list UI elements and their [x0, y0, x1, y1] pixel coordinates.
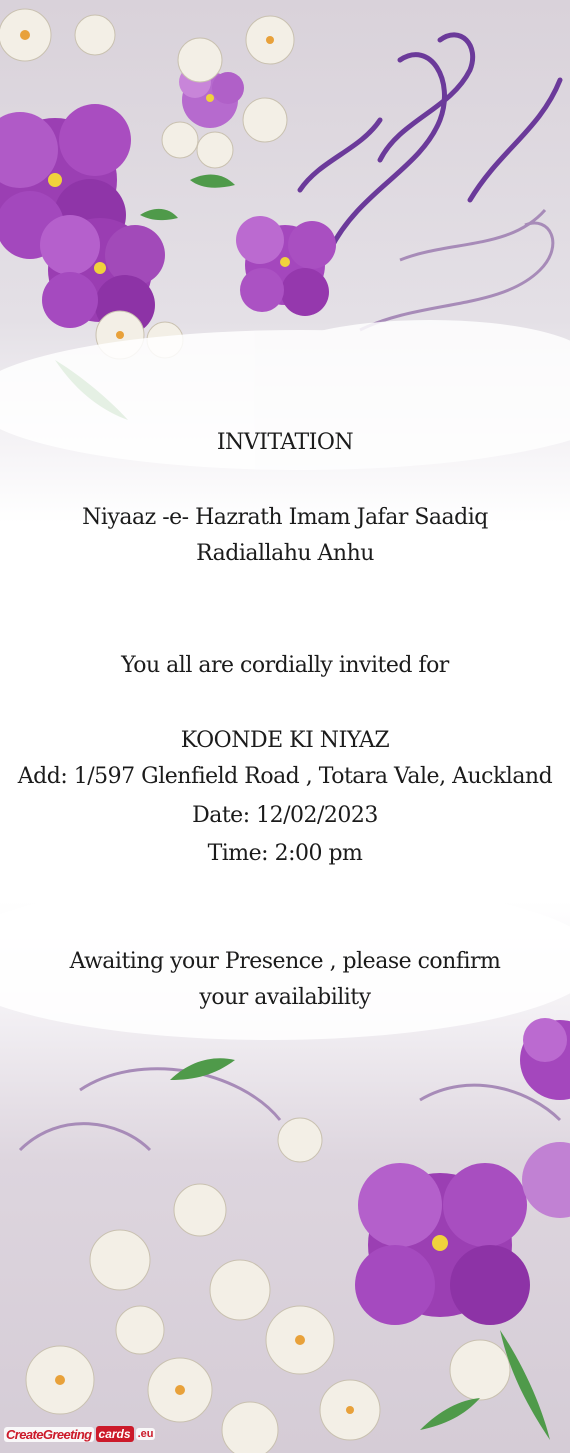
event-time: Time: 2:00 pm — [207, 841, 363, 866]
watermark-tld: .eu — [137, 1428, 154, 1440]
site-watermark[interactable] — [4, 1421, 155, 1447]
watermark-brand: CreateGreeting — [6, 1426, 92, 1442]
event-name: Niyaaz -e- Hazrath Imam Jafar Saadiq Radiallahu Anhu — [82, 505, 488, 566]
watermark-badge: cards — [96, 1426, 134, 1442]
bottom-purple-flower-right — [520, 1018, 570, 1218]
invite-line: You all are cordially invited for — [121, 653, 449, 678]
event-subtitle: KOONDE KI NIYAZ — [180, 728, 390, 753]
top-swirls-decoration — [300, 35, 560, 250]
top-light-swirls — [360, 210, 553, 330]
bottom-purple-flower-main — [355, 1163, 530, 1325]
event-address: Add: 1/597 Glenfield Road , Totara Vale, Auckland — [17, 764, 553, 789]
top-purple-flower-2 — [40, 215, 165, 335]
top-purple-flower-3 — [236, 216, 336, 316]
event-date: Date: 12/02/2023 — [192, 803, 378, 828]
invitation-title: INVITATION — [216, 430, 354, 455]
closing-message: Awaiting your Presence , please confirm your availability — [69, 949, 501, 1010]
